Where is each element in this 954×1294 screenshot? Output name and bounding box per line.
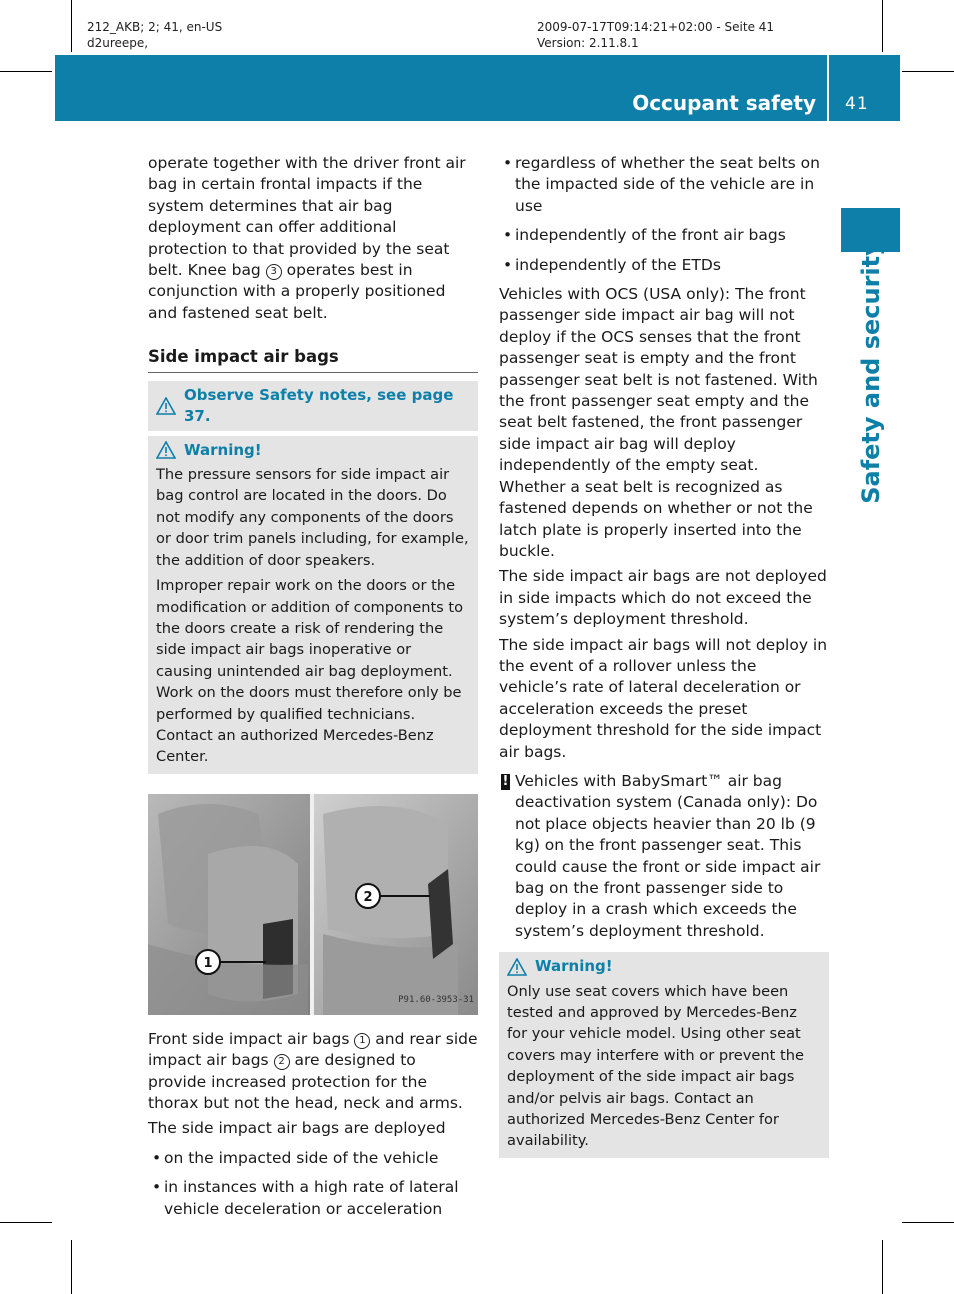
warning-box bbox=[499, 952, 829, 1158]
crop-mark bbox=[71, 0, 72, 52]
print-meta-left bbox=[87, 19, 222, 51]
page-number: 41 bbox=[845, 94, 869, 114]
deploy-list bbox=[148, 1148, 478, 1220]
warning-triangle-icon bbox=[156, 441, 176, 459]
callout-1-label: 1 bbox=[203, 955, 213, 971]
threshold-paragraph: The side impact air bags are not deployed in side impacts which do not exceed the system’s deployment threshold. bbox=[499, 567, 827, 629]
callout-3-icon: 3 bbox=[266, 264, 282, 280]
callout-2-label: 2 bbox=[363, 889, 373, 905]
left-column bbox=[148, 153, 478, 1228]
crop-mark bbox=[902, 1222, 954, 1223]
callout-1-icon: 1 bbox=[354, 1033, 370, 1049]
crop-mark bbox=[71, 1240, 72, 1294]
list-item: • independently of the front air bags bbox=[499, 225, 829, 246]
warning-title: Warning! bbox=[184, 440, 262, 459]
photo-reference-code: P91.60-3953-31 bbox=[398, 995, 474, 1006]
print-meta-line: d2ureepe, bbox=[87, 36, 149, 50]
side-airbag-photo bbox=[148, 794, 478, 1015]
caption-paragraph: Front side impact air bags 1 and rear side impact air bags 2 are designed to provide increased protection for the thorax but not the head, neck and arms. bbox=[148, 1029, 478, 1112]
deploy-intro: The side impact air bags are deployed bbox=[148, 1119, 446, 1138]
chapter-tab-label: Safety and security bbox=[856, 240, 885, 504]
header-divider bbox=[827, 55, 829, 121]
crop-mark bbox=[882, 0, 883, 52]
warning-triangle-icon bbox=[507, 958, 527, 976]
section-title: Occupant safety bbox=[632, 91, 816, 115]
caution-text: Vehicles with BabySmart™ air bag deactivation system (Canada only): Do not place objects heavier than 20 lb (9 kg) on the front passenger seat. This could cause the front or side impact air bag on the front passenger side to deploy in a crash which exceeds the system’s deployment threshold. bbox=[515, 771, 821, 940]
warning-triangle-icon bbox=[156, 397, 176, 415]
crop-mark bbox=[902, 71, 954, 72]
print-meta-line: 2009-07-17T09:14:21+02:00 - Seite 41 bbox=[537, 20, 775, 34]
list-item: • on the impacted side of the vehicle bbox=[148, 1148, 478, 1169]
section-heading: Side impact air bags bbox=[148, 346, 478, 372]
list-item: • independently of the ETDs bbox=[499, 255, 829, 276]
warning-text: Improper repair work on the doors or the modification or addition of components to the doors create a risk of rendering the side impact air bags inoperative or causing unintended air bag deployment. Work on the doors must therefore only be performed by qualified technicians. Contact an authorized Mercedes-Benz Center. bbox=[156, 577, 464, 766]
ocs-paragraph: Vehicles with OCS (USA only): The front passenger side impact air bag will not deploy if the OCS senses that the front passenger seat is empty and the front passenger seat belt is not fastened. With the front passenger seat empty and the seat belt fastened, the front passenger side impact air bag will deploy independently of the empty seat. Whether a seat belt is recognized as fastened depends on whether or not the latch plate is properly inserted into the buckle. bbox=[499, 285, 818, 560]
list-item: • regardless of whether the seat belts on the impacted side of the vehicle are in use bbox=[499, 153, 829, 217]
crop-mark bbox=[882, 1240, 883, 1294]
section-header bbox=[55, 55, 900, 121]
warning-box bbox=[148, 436, 478, 774]
chapter-tab bbox=[841, 240, 900, 504]
crop-mark bbox=[0, 1222, 52, 1223]
exclamation-icon: ! bbox=[502, 773, 509, 789]
print-meta-right bbox=[537, 19, 774, 51]
rollover-paragraph: The side impact air bags will not deploy in the event of a rollover unless the vehicle’s rate of lateral deceleration or acceleration exceeds the preset deployment threshold for the side impact air bags. bbox=[499, 635, 828, 761]
callout-2-icon: 2 bbox=[274, 1054, 290, 1070]
print-meta-line: Version: 2.11.8.1 bbox=[537, 36, 639, 50]
print-meta-line: 212_AKB; 2; 41, en-US bbox=[87, 20, 223, 34]
deploy-list-continued bbox=[499, 153, 829, 276]
crop-mark bbox=[0, 71, 52, 72]
caution-note bbox=[499, 771, 829, 942]
warning-text: The pressure sensors for side impact air bag control are located in the doors. Do not modify any components of the doors or door trim panels including, for example, the addition of door speakers. bbox=[156, 466, 469, 569]
right-column bbox=[499, 153, 829, 1158]
warning-text: Only use seat covers which have been tested and approved by Mercedes-Benz for your vehicle model. Using other seat covers may interfere with or prevent the deployment of the side impact air bags and/or pelvis air bags. Contact an authorized Mercedes-Benz Center for availability. bbox=[507, 982, 804, 1150]
safety-note bbox=[148, 381, 478, 431]
warning-title: Warning! bbox=[535, 957, 613, 976]
safety-note-link[interactable]: Observe Safety notes, see page 37. bbox=[184, 385, 454, 425]
list-item: • in instances with a high rate of lateral vehicle deceleration or acceleration bbox=[148, 1177, 478, 1220]
intro-paragraph: operate together with the driver front air bag in certain frontal impacts if the system determines that air bag deployment can offer additional protection to that provided by the seat belt. Knee bag 3 operates best in conjunction with a properly positioned and fastened seat belt. bbox=[148, 154, 466, 322]
seat-illustration bbox=[148, 794, 478, 1015]
